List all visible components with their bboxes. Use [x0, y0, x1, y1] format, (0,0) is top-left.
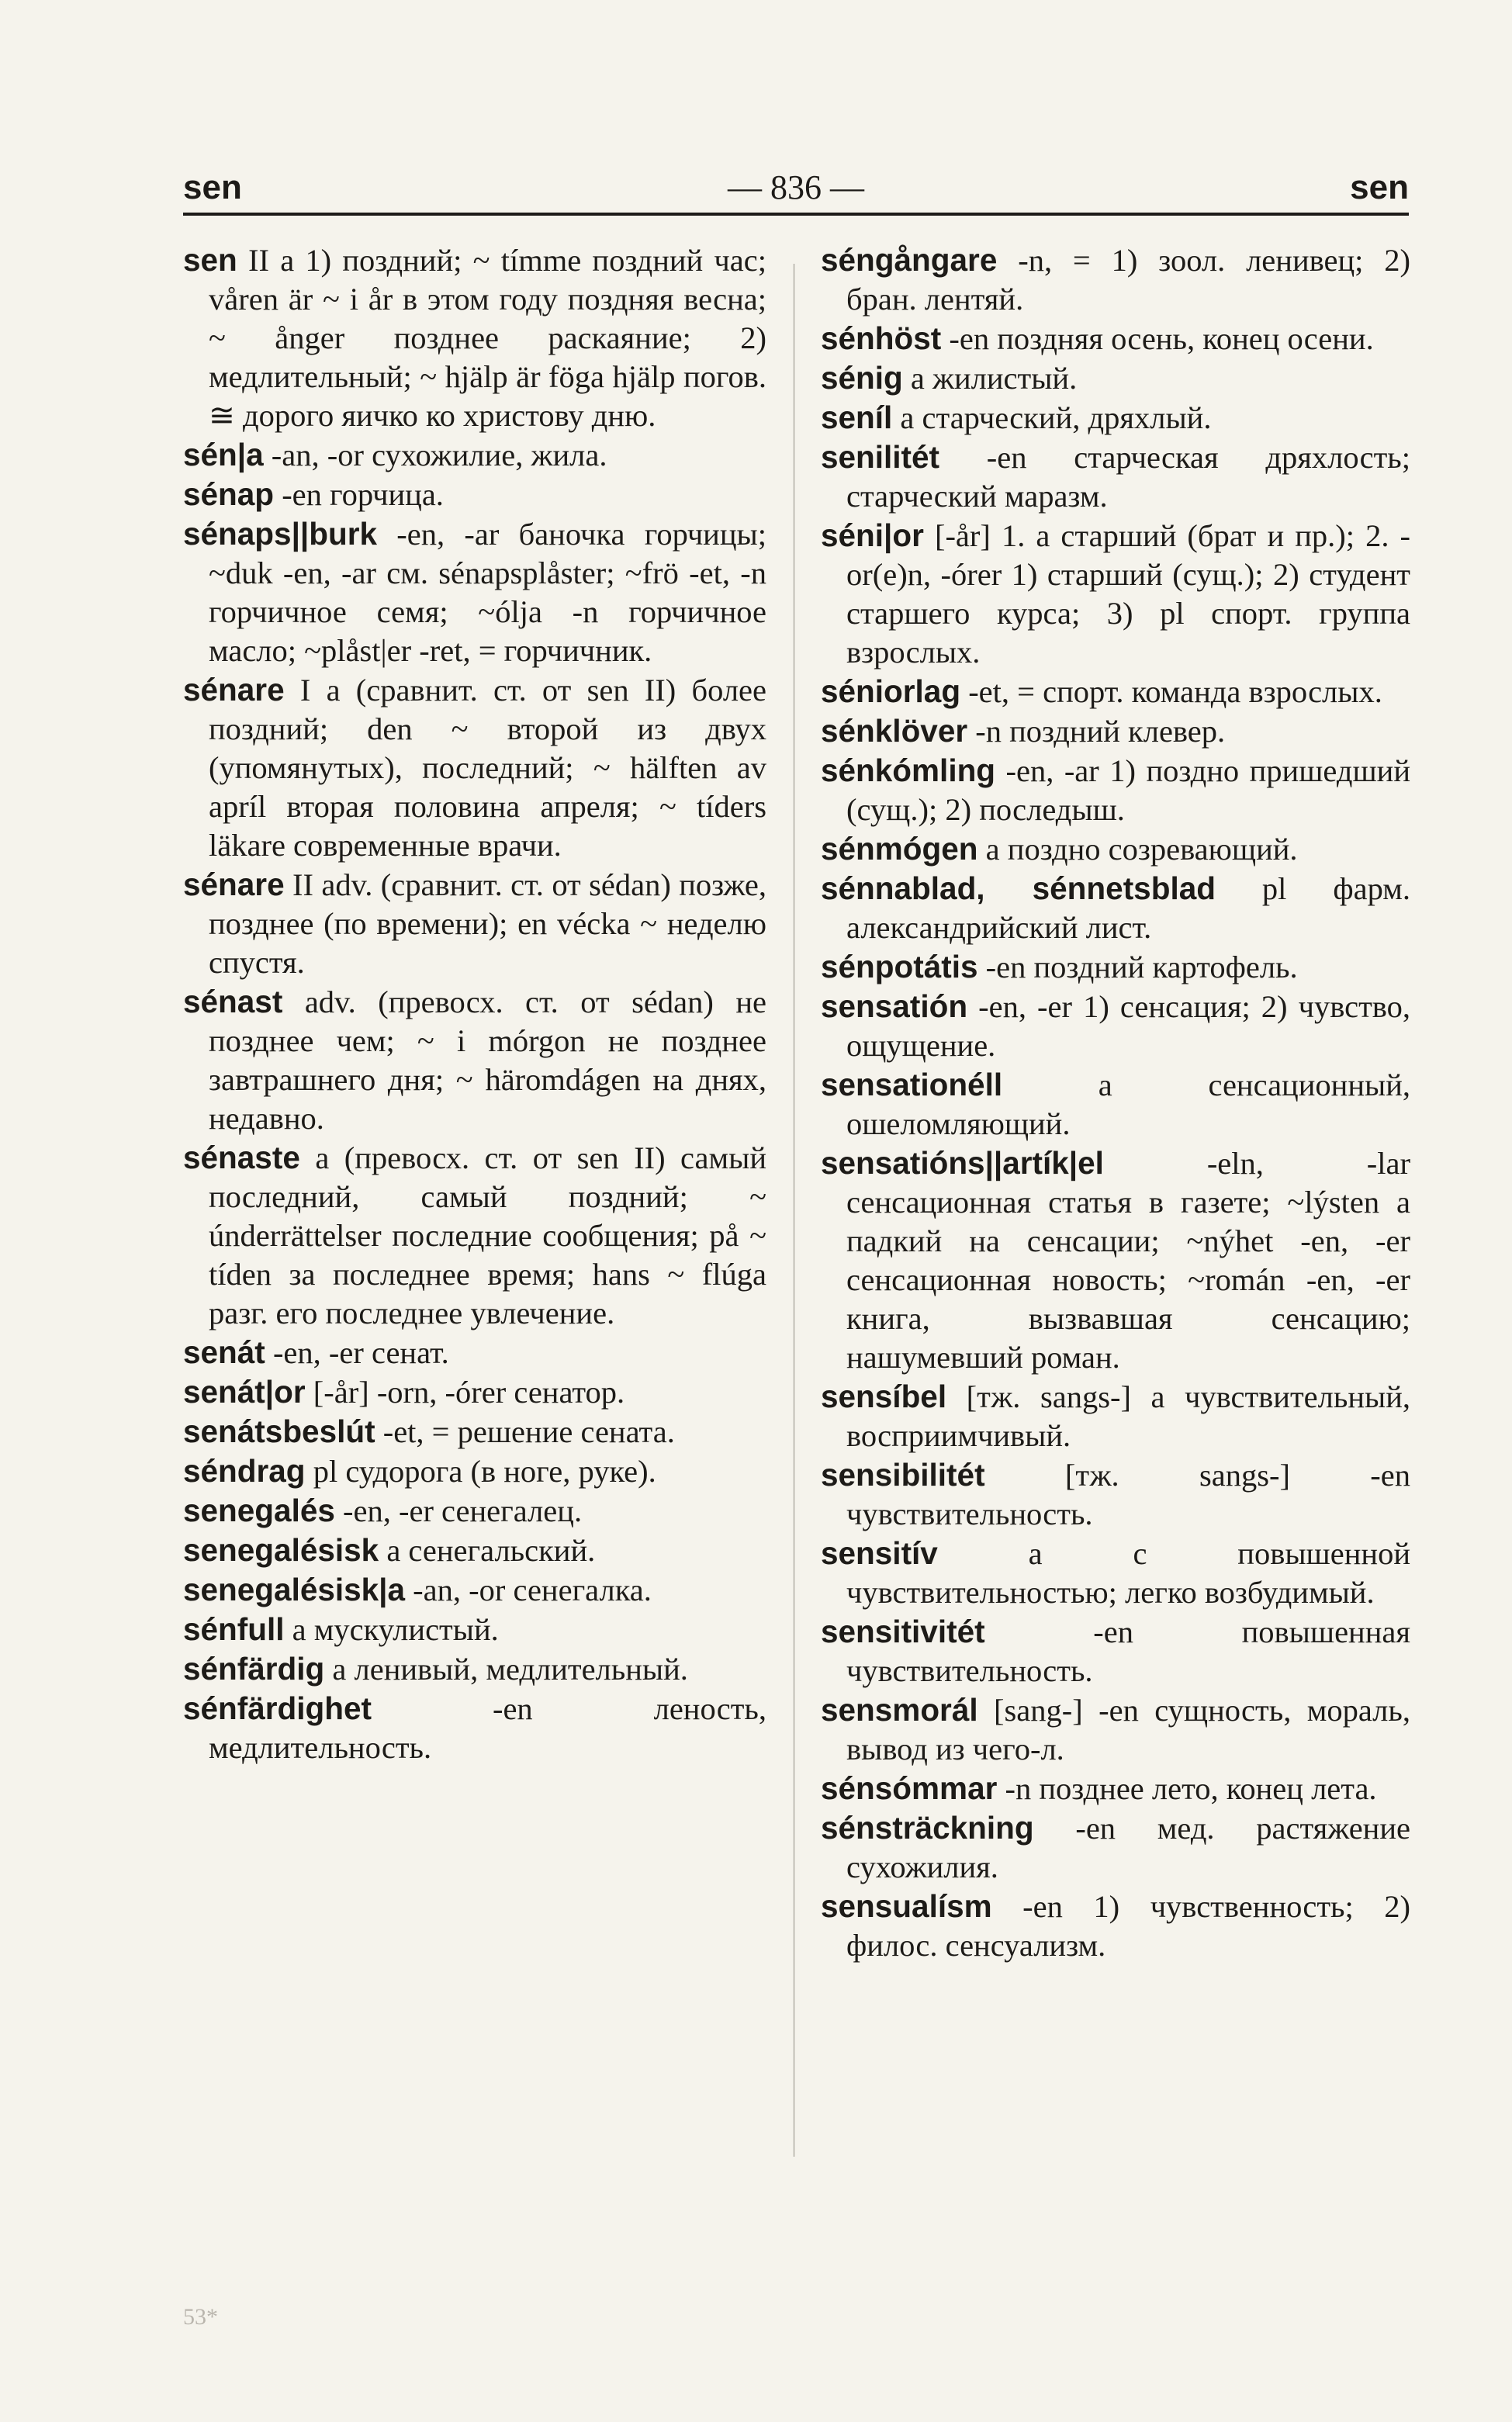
entry-headword: senilitét: [821, 439, 940, 475]
entry-definition: [тж. sangs-] a чувствительный, восприимчивый.: [846, 1379, 1411, 1453]
entry-headword: sénap: [183, 476, 275, 512]
dictionary-entry: [183, 475, 766, 514]
entry-headword: seníl: [821, 400, 893, 435]
entry-definition: -en, -er 1) сенсация; 2) чувство, ощущение.: [846, 989, 1410, 1063]
entry-definition: -an, -or сухожилие, жила.: [271, 438, 607, 472]
dictionary-entry: [183, 670, 766, 865]
dictionary-entry: [821, 1808, 1410, 1887]
entry-headword: sénaps||burk: [183, 516, 378, 552]
entry-definition: a сенегальский.: [386, 1533, 596, 1568]
entry-definition: -et, = спорт. команда взрослых.: [968, 674, 1382, 709]
entry-headword: sensitív: [821, 1535, 938, 1571]
entry-headword: sénfärdighet: [183, 1690, 372, 1726]
entry-definition: -en горчица.: [282, 477, 444, 512]
entry-headword: sénpotátis: [821, 949, 978, 984]
entry-definition: pl фарм. александрийский лист.: [846, 871, 1410, 945]
entry-definition: a мускулистый.: [292, 1612, 499, 1647]
entry-definition: a старческий, дряхлый.: [900, 400, 1212, 435]
dictionary-entry: [183, 1138, 766, 1333]
entry-definition: -en поздняя осень, конец осени.: [949, 321, 1374, 356]
entry-definition: a жилистый.: [910, 361, 1078, 396]
entry-headword: sensatións||artík|el: [821, 1145, 1104, 1181]
entry-definition: II a 1) поздний; ~ tímme поздний час; våren är ~ i år в этом году поздняя весна; ~ ånger позднее раскаяние; 2) медлительный; ~ hjälp är föga hjälp погов. ≅ дорого яичко ко христову дню.: [209, 243, 767, 433]
printer-signature-mark: 53*: [183, 2304, 218, 2330]
entry-headword: sénfull: [183, 1611, 285, 1647]
entry-definition: -en, -er сенегалец.: [343, 1493, 583, 1528]
dictionary-entry: [183, 865, 766, 982]
dictionary-entry: [821, 240, 1410, 319]
dictionary-entry: [821, 672, 1410, 711]
entry-definition: adv. (превосх. ст. от sédan) не позднее чем; ~ i mórgon не позднее завтрашнего дня; ~ häromdágen на днях, недавно.: [209, 984, 766, 1136]
entry-definition: -et, = решение сената.: [382, 1414, 675, 1449]
entry-definition: -eln, -lar сенсационная статья в газете; ~lýsten a падкий на сенсации; ~nýhet -en, -er сенсационная новость; ~román -en, -er книга, вызвавшая сенсацию; нашумевший роман.: [846, 1146, 1411, 1375]
entry-definition: a (превосх. ст. от sen II) самый последний, самый поздний; ~ únderrättelser последние сообщения; på ~ tíden за последнее время; hans ~ flúga разг. его последнее увлечение.: [209, 1140, 766, 1330]
entry-headword: senegalésisk|a: [183, 1572, 406, 1607]
entry-headword: séndrag: [183, 1453, 306, 1489]
entry-headword: sénast: [183, 984, 283, 1019]
entry-headword: sénkómling: [821, 753, 996, 788]
header-rule: [183, 213, 1409, 216]
dictionary-entry: [821, 1455, 1410, 1534]
entry-headword: sénig: [821, 360, 903, 396]
dictionary-entry: [183, 982, 766, 1138]
entry-headword: sen: [183, 242, 237, 278]
entry-definition: -n позднее лето, конец лета.: [1005, 1771, 1377, 1806]
dictionary-entry: [183, 1333, 766, 1372]
dictionary-entry: [821, 947, 1410, 987]
entry-definition: -en, -ar 1) поздно пришедший (сущ.); 2) последыш.: [846, 753, 1410, 827]
dictionary-entry: [821, 711, 1410, 751]
right-column: [821, 240, 1410, 1965]
dictionary-entry: [821, 751, 1410, 829]
entry-definition: -en, -er сенат.: [272, 1335, 449, 1370]
entry-definition: [тж. sangs-] -en чувствительность.: [846, 1458, 1410, 1531]
dictionary-entry: [183, 1412, 766, 1451]
dictionary-entry: [183, 1570, 766, 1610]
left-column: [183, 240, 766, 1767]
entry-definition: -n, = 1) зоол. ленивец; 2) бран. лентяй.: [846, 243, 1411, 317]
dictionary-entry: [821, 987, 1410, 1065]
dictionary-entry: [821, 1377, 1410, 1455]
dictionary-entry: [183, 240, 766, 435]
dictionary-entry: [183, 1649, 766, 1689]
entry-definition: -en мед. растяжение сухожилия.: [846, 1811, 1411, 1884]
entry-headword: sensualísm: [821, 1888, 992, 1924]
dictionary-entry: [821, 829, 1410, 869]
dictionary-entry: [183, 1451, 766, 1491]
dictionary-entry: [821, 1887, 1410, 1965]
entry-headword: séniorlag: [821, 673, 961, 709]
entry-definition: [-år] -orn, -órer сенатор.: [313, 1375, 625, 1410]
entry-definition: a поздно созревающий.: [985, 832, 1298, 867]
dictionary-entry: [821, 1612, 1410, 1690]
entry-headword: sénmógen: [821, 831, 978, 867]
entry-headword: séngångare: [821, 242, 998, 278]
dictionary-entry: [183, 514, 766, 670]
entry-definition: I a (сравнит. ст. от sen II) более поздний; den ~ второй из двух (упомянутых), последний; ~ hälften av apríl вторая половина апреля; ~ tíders läkare современные врачи.: [209, 673, 766, 863]
entry-definition: -en повышенная чувствительность.: [846, 1614, 1410, 1688]
entry-headword: senegalés: [183, 1493, 335, 1528]
dictionary-entry: [821, 1534, 1410, 1612]
dictionary-entry: [821, 438, 1410, 516]
entry-headword: sensibilitét: [821, 1457, 985, 1493]
entry-headword: séni|or: [821, 517, 924, 553]
entry-headword: sénaste: [183, 1140, 300, 1175]
header-left-guide-word: sen: [183, 168, 242, 206]
dictionary-entry: [821, 1690, 1410, 1769]
entry-definition: -en леность, медлительность.: [209, 1691, 766, 1765]
entry-definition: -n поздний клевер.: [975, 714, 1226, 749]
entry-headword: sénfärdig: [183, 1651, 325, 1687]
entry-headword: senegalésisk: [183, 1532, 379, 1568]
entry-definition: [sang-] -en сущность, мораль, вывод из чего-л.: [846, 1693, 1410, 1766]
entry-headword: sensationéll: [821, 1067, 1003, 1102]
entry-headword: sénhöst: [821, 320, 942, 356]
entry-headword: senát|or: [183, 1374, 306, 1410]
page-number: — 836 —: [728, 168, 864, 206]
entry-headword: sén|a: [183, 437, 264, 472]
dictionary-entry: [821, 516, 1410, 672]
dictionary-entry: [183, 1491, 766, 1531]
dictionary-entry: [183, 1372, 766, 1412]
dictionary-entry: [821, 1769, 1410, 1808]
entry-definition: -en поздний картофель.: [985, 950, 1298, 984]
dictionary-entry: [821, 1065, 1410, 1144]
dictionary-entry: [821, 319, 1410, 358]
entry-definition: -en 1) чувственность; 2) филос. сенсуализм.: [846, 1889, 1411, 1963]
entry-headword: sensitivitét: [821, 1614, 985, 1649]
entry-definition: II adv. (сравнит. ст. от sédan) позже, позднее (по времени); en vécka ~ неделю спустя.: [209, 867, 766, 980]
entry-definition: -en старческая дряхлость; старческий маразм.: [846, 440, 1410, 514]
entry-headword: sénsómmar: [821, 1770, 998, 1806]
entry-headword: sensíbel: [821, 1379, 947, 1414]
entry-headword: senát: [183, 1334, 265, 1370]
dictionary-entry: [183, 1610, 766, 1649]
entry-headword: sénnablad, sénnetsblad: [821, 870, 1216, 906]
dictionary-entry: [183, 435, 766, 475]
entry-headword: sénklöver: [821, 713, 968, 749]
entry-definition: a сенсационный, ошеломляющий.: [846, 1067, 1410, 1141]
dictionary-entry: [183, 1531, 766, 1570]
page-header: [183, 164, 1409, 211]
entry-headword: sénare: [183, 672, 285, 708]
entry-definition: pl судорога (в ноге, руке).: [313, 1454, 656, 1489]
entry-headword: sensmorál: [821, 1692, 978, 1728]
entry-definition: a ленивый, медлительный.: [332, 1652, 688, 1687]
entry-definition: [-år] 1. a старший (брат и пр.); 2. -or(e)n, -órer 1) старший (сущ.); 2) студент старшего курса; 3) pl спорт. группа взрослых.: [846, 518, 1411, 670]
entry-definition: -an, -or сенегалка.: [413, 1573, 652, 1607]
entry-definition: a с повышенной чувствительностью; легко возбудимый.: [846, 1536, 1410, 1610]
entry-headword: senátsbeslút: [183, 1413, 375, 1449]
entry-headword: sénsträckning: [821, 1810, 1034, 1846]
dictionary-entry: [183, 1689, 766, 1767]
entry-headword: sensatión: [821, 988, 968, 1024]
dictionary-entry: [821, 869, 1410, 947]
dictionary-entry: [821, 398, 1410, 438]
entry-definition: -en, -ar баночка горчицы; ~duk -en, -ar см. sénapsplåster; ~frö -et, -n горчичное семя; ~ólja -n горчичное масло; ~plåst|er -ret, = горчичник.: [209, 517, 766, 668]
header-right-guide-word: sen: [1350, 168, 1409, 206]
dictionary-entry: [821, 1144, 1410, 1377]
entry-headword: sénare: [183, 867, 285, 902]
dictionary-entry: [821, 358, 1410, 398]
